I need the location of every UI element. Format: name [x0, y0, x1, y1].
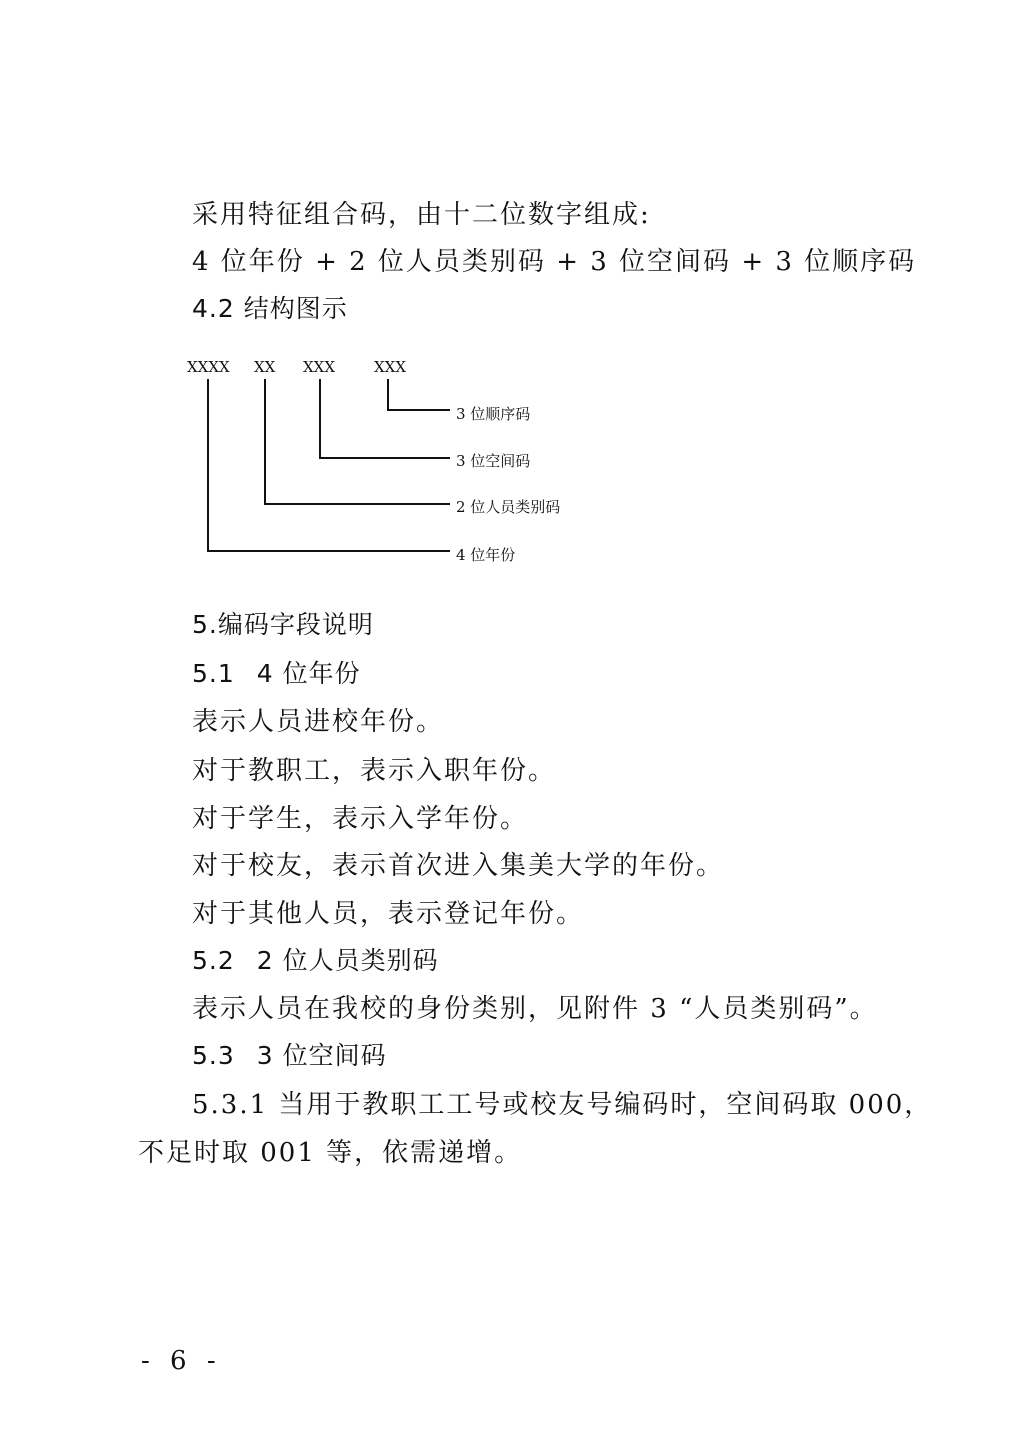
connector-sequence	[388, 379, 450, 410]
diagram-label-sequence: 3 位顺序码	[456, 405, 531, 423]
page-number: - 6 -	[141, 1346, 222, 1376]
section-5-1-title: 4 位年份	[256, 659, 361, 688]
section-5-3-paragraph-line-2: 不足时取 001 等，依需递增。	[138, 1138, 523, 1168]
section-5-2-paragraph: 表示人员在我校的身份类别，见附件 3 “人员类别码”。	[192, 994, 878, 1024]
connector-category	[265, 379, 450, 504]
diagram-label-space: 3 位空间码	[456, 452, 531, 470]
diagram-label-year: 4 位年份	[456, 546, 516, 564]
section-5-2-title: 2 位人员类别码	[256, 946, 439, 975]
section-5-1-paragraph: 对于教职工，表示入职年份。	[192, 756, 557, 786]
connector-year	[208, 379, 450, 551]
section-5-1-paragraph: 对于学生，表示入学年份。	[192, 804, 529, 834]
diagram-code-space: XXX	[303, 358, 336, 376]
section-5-title: 5.编码字段说明	[192, 610, 374, 639]
section-5-3-title: 3 位空间码	[256, 1041, 387, 1070]
section-5-1-number: 5.1	[192, 659, 235, 688]
diagram-code-category: XX	[254, 358, 276, 376]
section-5-2-number: 5.2	[192, 946, 235, 975]
diagram-label-category: 2 位人员类别码	[456, 498, 561, 516]
diagram-code-sequence: XXX	[374, 358, 407, 376]
intro-line-1: 采用特征组合码，由十二位数字组成:	[192, 200, 651, 230]
connector-space	[320, 379, 450, 458]
intro-line-2: 4 位年份 + 2 位人员类别码 + 3 位空间码 + 3 位顺序码	[192, 247, 917, 277]
section-4-2-title: 4.2 结构图示	[192, 294, 348, 323]
section-5-2-heading	[192, 941, 439, 977]
section-5-1-paragraph: 对于其他人员，表示登记年份。	[192, 899, 585, 929]
section-5-3-heading	[192, 1036, 387, 1072]
section-5-1-paragraph: 对于校友，表示首次进入集美大学的年份。	[192, 851, 725, 881]
section-5-3-paragraph-line-1: 5.3.1 当用于教职工工号或校友号编码时，空间码取 000，	[192, 1090, 933, 1120]
diagram-code-year: XXXX	[187, 358, 230, 376]
section-5-1-paragraph: 表示人员进校年份。	[192, 707, 445, 737]
section-5-3-number: 5.3	[192, 1041, 235, 1070]
section-5-1-heading	[192, 654, 361, 690]
